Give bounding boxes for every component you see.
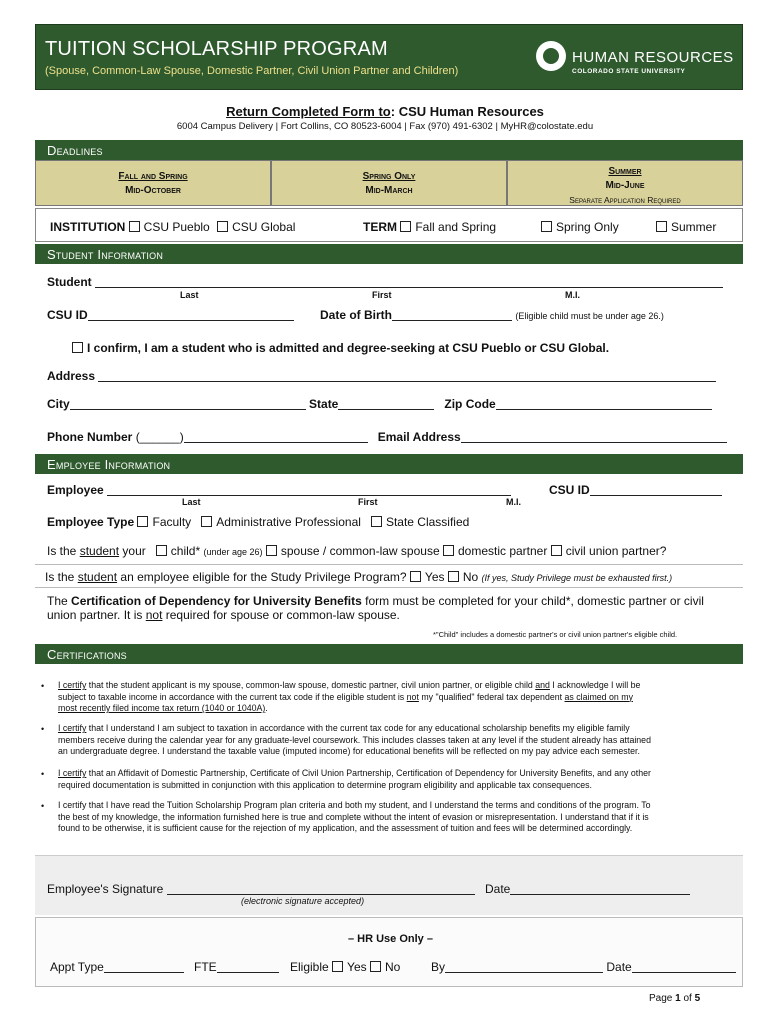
- page-text: of: [680, 993, 695, 1004]
- form-title: TUITION SCHOLARSHIP PROGRAM: [45, 38, 388, 60]
- fall-spring-checkbox[interactable]: [400, 221, 411, 232]
- certifications-heading: Certifications: [35, 644, 743, 664]
- cert-text: that an Affidavit of Domestic Partnership, Certificate of Civil Union Partnership, Certification of Dependency for University Benefits, and any other: [86, 768, 651, 778]
- hr-logo: [536, 39, 741, 79]
- child-definition-note: *"Child" includes a domestic partner's or civil union partner's eligible child.: [433, 630, 678, 639]
- cert-text-c: form must be completed for your child*, domestic partner or civil: [365, 594, 704, 608]
- address-field[interactable]: [98, 370, 716, 382]
- hr-date-label: Date: [606, 960, 632, 974]
- child-note: (under age 26): [203, 547, 263, 557]
- employee-csu-id-field[interactable]: [590, 484, 722, 496]
- faculty-checkbox[interactable]: [137, 516, 148, 527]
- eligible-yes-checkbox[interactable]: [332, 961, 343, 972]
- confirm-label: I confirm, I am a student who is admitted and degree-seeking at CSU Pueblo or CSU Global.: [87, 341, 610, 355]
- child-label: child*: [170, 544, 201, 558]
- appt-type-field[interactable]: [104, 961, 184, 973]
- spring-only-label: Spring Only: [556, 220, 619, 234]
- employee-mi-label: M.I.: [506, 497, 521, 507]
- phone-area-field[interactable]: (______): [135, 430, 184, 444]
- rel-student: student: [79, 544, 120, 558]
- deadline-date: Mid-June: [605, 180, 645, 191]
- cert-text: that the student applicant is my spouse, common-law spouse, domestic partner, civil union partner, or eligible child: [86, 680, 536, 690]
- signature-box: [35, 855, 743, 915]
- appt-type-label: Appt Type: [50, 960, 104, 974]
- csu-pueblo-checkbox[interactable]: [129, 221, 140, 232]
- student-last-label: Last: [180, 290, 199, 300]
- signature-note: (electronic signature accepted): [241, 896, 365, 906]
- return-label: Return Completed Form to: [226, 104, 391, 119]
- cert-text: I acknowledge I will be: [549, 680, 641, 690]
- cert-not: not: [406, 691, 419, 702]
- form-subtitle: (Spouse, Common-Law Spouse, Domestic Partner, Civil Union Partner and Children): [45, 65, 459, 77]
- deadline-term: Fall and Spring: [118, 171, 188, 182]
- student-csu-id-label: CSU ID: [47, 308, 88, 322]
- term-label: TERM: [363, 220, 397, 234]
- sp-prefix: Is the: [45, 570, 75, 584]
- admin-pro-label: Administrative Professional: [216, 515, 361, 529]
- student-csu-id-field[interactable]: [88, 309, 294, 321]
- institution-label: INSTITUTION: [50, 220, 126, 234]
- cert-text: .: [265, 703, 268, 713]
- page-header: [35, 24, 743, 90]
- cert-item-4: [58, 800, 730, 835]
- deadline-summer: [507, 160, 743, 206]
- cert-i-certify: I certify: [58, 768, 87, 778]
- deadline-note: Separate Application Required: [569, 195, 681, 205]
- cert-text-e: required for spouse or common-law spouse.: [165, 608, 400, 622]
- deadline-term: Spring Only: [362, 171, 416, 182]
- rel-prefix: Is the: [47, 544, 77, 558]
- cert-item-3: [58, 768, 730, 791]
- cert-form-name: Certification of Dependency for University Benefits: [71, 594, 362, 608]
- state-field[interactable]: [338, 398, 434, 410]
- eligible-no-label: No: [384, 960, 401, 974]
- cert-i-certify: I certify: [58, 723, 87, 733]
- page-number: [649, 993, 700, 1004]
- student-name-label: Student: [47, 275, 92, 289]
- domestic-partner-checkbox[interactable]: [443, 545, 454, 556]
- sp-text: an employee eligible for the Study Privilege Program?: [120, 570, 407, 584]
- fte-label: FTE: [194, 960, 217, 974]
- sp-note: (If yes, Study Privilege must be exhausted first.): [481, 573, 673, 583]
- sp-yes-label: Yes: [424, 570, 445, 584]
- deadline-date: Mid-October: [125, 185, 181, 196]
- bullet: •: [41, 681, 45, 691]
- employee-last-label: Last: [182, 497, 201, 507]
- employee-csu-id-label: CSU ID: [549, 483, 590, 497]
- employee-name-label: Employee: [47, 483, 104, 497]
- deadline-date: Mid-March: [365, 185, 413, 196]
- study-privilege-row: [35, 564, 743, 588]
- cert-claimed: as claimed on my: [564, 691, 633, 702]
- summer-checkbox[interactable]: [656, 221, 667, 232]
- sp-yes-checkbox[interactable]: [410, 571, 421, 582]
- eligible-yes-label: Yes: [347, 960, 367, 974]
- sp-no-label: No: [462, 570, 479, 584]
- cert-and: and: [535, 680, 550, 690]
- cert-text: required documentation is submitted in conjunction with this application to determine program eligibility and applicable tax consequences.: [58, 779, 592, 790]
- cert-item-1: [58, 680, 730, 715]
- signature-label: Employee's Signature: [47, 882, 164, 896]
- deadline-spring: [271, 160, 507, 206]
- cert-text: an undergraduate degree. I understand the taxable value (imputed income) for educational benefits will be reflected on my pay advice each semester.: [58, 746, 640, 756]
- confirm-checkbox[interactable]: [72, 342, 83, 353]
- page-total: 5: [694, 993, 701, 1004]
- city-label: City: [47, 397, 70, 411]
- cert-return: most recently filed income tax return (1040 or 1040A): [58, 703, 266, 713]
- deadline-term: Summer: [608, 166, 642, 177]
- state-classified-label: State Classified: [385, 515, 470, 529]
- employee-info-heading: Employee Information: [35, 454, 743, 474]
- cert-text: I certify that I have read the Tuition Scholarship Program plan criteria and both my student, and I understand the terms and conditions of the program. To: [58, 800, 651, 810]
- state-label: State: [309, 397, 339, 411]
- city-field[interactable]: [70, 398, 306, 410]
- zip-label: Zip Code: [444, 397, 496, 411]
- cert-text-d: union partner. It is: [47, 608, 143, 622]
- logo-line-2: COLORADO STATE UNIVERSITY: [572, 68, 686, 75]
- by-label: By: [431, 960, 446, 974]
- bullet: •: [41, 724, 45, 734]
- cert-not: not: [145, 608, 163, 622]
- zip-field[interactable]: [496, 398, 712, 410]
- cert-text: the best of my knowledge, the information furnished here is true and complete without the intent of evasion or misrepresentation. I understand that if it is: [58, 811, 649, 822]
- domestic-partner-label: domestic partner: [457, 544, 548, 558]
- summer-label: Summer: [671, 220, 717, 234]
- bullet: •: [41, 769, 45, 779]
- sp-no-checkbox[interactable]: [448, 571, 459, 582]
- cert-text: my "qualified" federal tax dependent: [418, 691, 565, 702]
- return-address: 6004 Campus Delivery | Fort Collins, CO 80523-6004 | Fax (970) 491-6302 | MyHR@colostate.edu: [176, 121, 594, 132]
- return-dest: : CSU Human Resources: [390, 104, 544, 119]
- spouse-label: spouse / common-law spouse: [280, 544, 440, 558]
- sp-student: student: [77, 570, 118, 584]
- cert-text-a: The: [47, 594, 68, 608]
- deadline-fall-spring: [35, 160, 271, 206]
- child-checkbox[interactable]: [156, 545, 167, 556]
- cert-item-2: [58, 723, 730, 758]
- signature-date-field[interactable]: [510, 883, 690, 895]
- cert-text: subject to taxable income in accordance with the current tax code if the eligible student is: [58, 691, 407, 702]
- page-current: 1: [675, 993, 681, 1004]
- spring-only-checkbox[interactable]: [541, 221, 552, 232]
- eligible-label: Eligible: [290, 960, 329, 974]
- signature-field[interactable]: [167, 883, 475, 895]
- dob-label: Date of Birth: [320, 308, 392, 322]
- state-classified-checkbox[interactable]: [371, 516, 382, 527]
- student-info-heading: Student Information: [35, 244, 743, 264]
- hr-date-field[interactable]: [632, 961, 736, 973]
- rel-your: your: [122, 544, 146, 558]
- logo-line-1: HUMAN RESOURCES: [572, 49, 734, 66]
- student-first-label: First: [372, 290, 392, 300]
- faculty-label: Faculty: [152, 515, 192, 529]
- student-mi-label: M.I.: [565, 290, 580, 300]
- csu-pueblo-label: CSU Pueblo: [143, 220, 210, 234]
- bullet: •: [41, 801, 45, 811]
- institution-term-row: [35, 208, 743, 242]
- fall-spring-label: Fall and Spring: [415, 220, 497, 234]
- page-text: Page: [649, 993, 676, 1004]
- csu-global-label: CSU Global: [232, 220, 296, 234]
- employee-type-label: Employee Type: [47, 515, 135, 529]
- eligible-no-checkbox[interactable]: [370, 961, 381, 972]
- deadlines-heading: Deadlines: [35, 140, 743, 160]
- cert-text: found to be otherwise, it is sufficient cause for the rejection of my application, and the assessment of tuition and fees will be determined accordingly.: [58, 823, 633, 833]
- return-to: [0, 104, 770, 119]
- hr-use-box: [35, 917, 743, 987]
- csu-global-checkbox[interactable]: [217, 221, 228, 232]
- deadlines-table: [35, 160, 743, 206]
- employee-first-label: First: [358, 497, 378, 507]
- phone-field[interactable]: [184, 431, 368, 443]
- admin-pro-checkbox[interactable]: [201, 516, 212, 527]
- signature-date-label: Date: [485, 882, 511, 896]
- civil-union-label: civil union partner?: [565, 544, 667, 558]
- email-label: Email Address: [377, 430, 461, 444]
- student-name-field[interactable]: [95, 276, 723, 288]
- address-label: Address: [47, 369, 96, 383]
- cert-text: that I understand I am subject to taxation in accordance with the current tax code for any educational scholarship benefits my eligible family: [86, 723, 630, 733]
- email-field[interactable]: [461, 431, 727, 443]
- cert-text: members receive during the calendar year for any graduate-level coursework. This includes classes taken at any level if the student already has attained: [58, 734, 651, 745]
- employee-name-field[interactable]: [107, 484, 511, 496]
- civil-union-checkbox[interactable]: [551, 545, 562, 556]
- dob-field[interactable]: [392, 309, 512, 321]
- dob-note: (Eligible child must be under age 26.): [515, 311, 664, 321]
- by-field[interactable]: [445, 961, 603, 973]
- fte-field[interactable]: [217, 961, 279, 973]
- cert-i-certify: I certify: [58, 680, 87, 690]
- hr-use-title: – HR Use Only –: [348, 933, 433, 945]
- ram-logo-icon: [536, 41, 566, 71]
- phone-label: Phone Number: [47, 430, 133, 444]
- spouse-checkbox[interactable]: [266, 545, 277, 556]
